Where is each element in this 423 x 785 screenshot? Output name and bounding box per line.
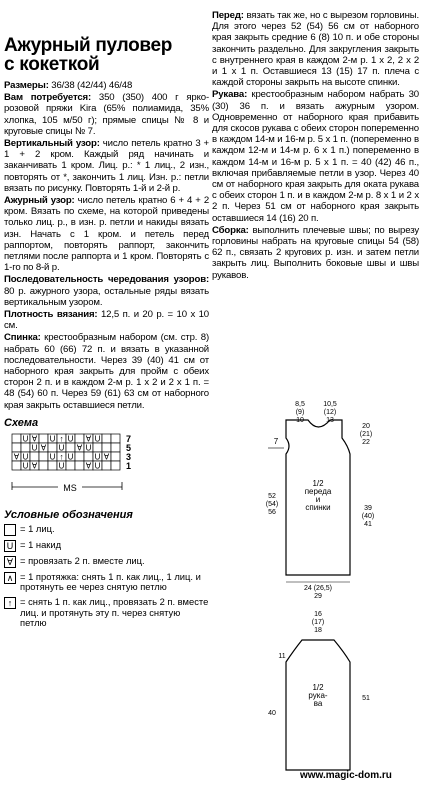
- scheme-cell: [111, 443, 120, 452]
- scheme-cell: [111, 461, 120, 470]
- scheme-symbol-icon: ∀: [40, 443, 47, 453]
- scheme-symbol-icon: U: [85, 443, 92, 453]
- scheme-row-number: 1: [126, 460, 132, 471]
- sleeve-top: 16 (17) 18: [311, 611, 325, 634]
- scheme-cell: [111, 434, 120, 443]
- body-center: 1/2 переда и спинки: [304, 479, 332, 512]
- scheme-cell: [102, 461, 111, 470]
- left-column: [4, 0, 209, 633]
- right-column: [212, 0, 419, 282]
- scheme-cell: [12, 461, 21, 470]
- assembly-paragraph: Сборка: выполнить плечевые швы; по вырезу горловины набрать на круговые спицы 54 (58) 62 п., связать 2 кругових р. изн. и затем петли закрыть лиц. Выполнить боковые швы и швы рукавов.: [212, 224, 419, 281]
- legend-item: U = 1 накид: [4, 540, 209, 552]
- body-top-left: 8,5 (9) 10: [295, 401, 305, 424]
- lace-pattern-paragraph: Ажурный узор: число петель кратно 6 + 4 + 2 кром. Вязать по схеме, на которой приведены только лиц. р., в изн. р. петли и накиды вязать изн. Начать с 1 кром. и петель перед раппортом, повторять раппорт, закончить петлями после раппорта и 1 кром. Повторять с 1-го по 8-й р.: [4, 195, 209, 274]
- scheme-symbol-icon: ∀: [13, 452, 20, 462]
- knit-symbol-icon: [4, 524, 16, 536]
- title-line-1: Ажурный пуловер: [4, 35, 173, 56]
- legend-item: = 1 лиц.: [4, 524, 209, 536]
- scheme-symbol-icon: U: [58, 443, 65, 453]
- legend-item: ↑ = снять 1 п. как лиц., провязать 2 п. вместе лиц. и протянуть эту п. через снятую петлю: [4, 597, 209, 629]
- legend-item: ∧ = 1 протяжка: снять 1 п. как лиц., 1 лиц. и протянуть ее через снятую петлю: [4, 572, 209, 593]
- sleeve-left-big: 40: [268, 710, 276, 717]
- legend-item: ∀ = провязать 2 п. вместе лиц.: [4, 556, 209, 568]
- scheme-symbol-icon: ∀: [85, 461, 92, 471]
- skpo-icon: ∧: [4, 572, 16, 584]
- scheme-symbol-icon: U: [67, 434, 74, 444]
- pattern-diagrams: [258, 400, 418, 775]
- legend-title: Условные обозначения: [4, 508, 133, 521]
- scheme-symbol-icon: ∀: [31, 461, 38, 471]
- scheme-symbol-icon: ↑: [59, 434, 64, 444]
- sizes-paragraph: Размеры: 36/38 (42/44) 46/48: [4, 80, 133, 91]
- materials-paragraph: Вам потребуется: 350 (350) 400 г ярко-розовой пряжи Kira (65% полиамида, 35% хлопка, 105 м/50 г); прямые спицы № 8 и круговые спицы № 7.: [4, 92, 209, 137]
- back-paragraph: Спинка: крестообразным набором (см. стр. 8) набрать 60 (66) 72 п. и вязать в указанной последовательности. Через 39 (40) 41 см от наборного края закрыть для пройм с обеих сторон 2 п. и в каждом 2-м р. 1 х 2 и 2 х 1 п. = 48 (54) 60 п. Через 59 (61) 63 см от наборного края закрыть оставшиеся петли.: [4, 332, 209, 411]
- scheme-symbol-icon: U: [22, 452, 29, 462]
- scheme-cell: [39, 461, 48, 470]
- scheme-symbol-icon: U: [58, 461, 65, 471]
- scheme-cell: [75, 434, 84, 443]
- body-left-small: 7: [273, 437, 279, 446]
- scheme-cell: [75, 452, 84, 461]
- scheme-row-number: 3: [126, 451, 132, 462]
- scheme-cell: [12, 443, 21, 452]
- scheme-symbol-icon: ∀: [85, 434, 92, 444]
- scheme-cell: [75, 461, 84, 470]
- sleeve-left-top: 11: [278, 653, 286, 660]
- scheme-row-number: 5: [126, 442, 132, 453]
- legend-list: [4, 524, 209, 629]
- sequence-paragraph: Последовательность чередования узоров: 80 р. ажурного узора, остальные ряды вязать вертикальным узором.: [4, 274, 209, 308]
- scheme-cell: [102, 443, 111, 452]
- sleeve-pattern: [268, 611, 370, 770]
- k2tog-icon: ∀: [4, 556, 16, 568]
- scheme-cell: [39, 452, 48, 461]
- page-title: [4, 36, 209, 74]
- scheme-row-number: 7: [126, 433, 132, 444]
- body-pattern: [258, 400, 374, 600]
- front-paragraph: Перед: вязать так же, но с вырезом горловины. Для этого через 52 (54) 56 см от наборного края закрыть средние 6 (8) 10 п. и обе стороны закончить раздельно. Для закругления закрыть с внутреннего края в каждом 2-м р. 1 х 2, 2 х 2 и 1 х 1 п. Оставшиеся 13 (15) 17 п. плеча с каждой стороны закрыть на высоте спинки.: [212, 10, 419, 89]
- double-decrease-icon: ↑: [4, 597, 16, 609]
- sleeve-right-big: 51: [362, 695, 370, 702]
- scheme-symbol-icon: ↑: [59, 452, 64, 462]
- scheme-cell: [84, 452, 93, 461]
- body-left-big: 52 (54) 56: [265, 493, 279, 516]
- scheme-symbol-icon: U: [49, 434, 56, 444]
- footer-url: www.magic-dom.ru: [300, 770, 392, 781]
- scheme-cell: [30, 452, 39, 461]
- sleeve-paragraph: Рукава: крестообразным набором набрать 30 (30) 36 п. и вязать ажурным узором. Одновременно от наборного края прибавить для скосов рукава с обеих сторон попеременно в каждом 14-м и 16-м р. 5 х 1 п. (попеременно в каждом 12-м и 14-м р. 6 х 1 п.) попеременно в каждом 14-м и 16-м р. 5 х 1 п. = 40 (42) 46 п., включая прибавляемые петли в узор. Через 40 см от наборного края закрыть для оката рукава с обеих сторон 1 п. и в каждом 2-м р. 8 х 1 и 2 х 2 п. Через 51 см от наборного края закрыть оставшиеся 14 (16) 20 п.: [212, 89, 419, 224]
- body-right-top: 20 (21) 22: [359, 423, 373, 446]
- scheme-cell: [111, 452, 120, 461]
- scheme-symbol-icon: ∀: [103, 452, 110, 462]
- scheme-ms-label: MS: [63, 482, 77, 493]
- scheme-cell: [48, 461, 57, 470]
- scheme-grid: [12, 434, 120, 471]
- scheme-symbol-icon: ∀: [76, 443, 83, 453]
- scheme-symbol-icon: U: [31, 443, 38, 453]
- density-paragraph: Плотность вязания: 12,5 п. и 20 р. = 10 х 10 см.: [4, 309, 209, 332]
- scheme-cell: [66, 443, 75, 452]
- scheme-cell: [48, 443, 57, 452]
- scheme-symbol-icon: U: [67, 452, 74, 462]
- scheme-symbol-icon: U: [94, 434, 101, 444]
- scheme-symbol-icon: U: [94, 452, 101, 462]
- vertical-pattern-paragraph: Вертикальный узор: число петель кратно 3 + 1 + 2 кром. Каждый ряд начинать и заканчивать 1 кром. Лиц. р.: * 1 лиц., 2 изн., повторять от *, закончить 1 лиц. Изн. р.: петли вязать по рисунку. Повторять 1-й и 2-й р.: [4, 138, 209, 194]
- knitting-scheme: [4, 432, 184, 498]
- body-right-mid: 39 (40) 41: [361, 505, 375, 528]
- sleeve-center: 1/2 рука-ва: [308, 683, 328, 708]
- scheme-cell: [39, 434, 48, 443]
- body-bottom: 24 (26,5) 29: [303, 585, 333, 600]
- scheme-title: Схема: [4, 416, 39, 429]
- scheme-row-numbers: [126, 434, 131, 471]
- scheme-cell: [66, 461, 75, 470]
- scheme-symbol-icon: U: [22, 434, 29, 444]
- scheme-symbol-icon: U: [94, 461, 101, 471]
- scheme-cell: [102, 434, 111, 443]
- title-line-2: с кокеткой: [4, 54, 100, 75]
- scheme-symbol-icon: U: [49, 452, 56, 462]
- scheme-cell: [12, 434, 21, 443]
- yarn-over-icon: U: [4, 540, 16, 552]
- body-top-right: 10,5 (12) 13: [323, 401, 337, 424]
- scheme-cell: [21, 443, 30, 452]
- scheme-cell: [93, 443, 102, 452]
- scheme-symbol-icon: ∀: [31, 434, 38, 444]
- scheme-symbol-icon: U: [22, 461, 29, 471]
